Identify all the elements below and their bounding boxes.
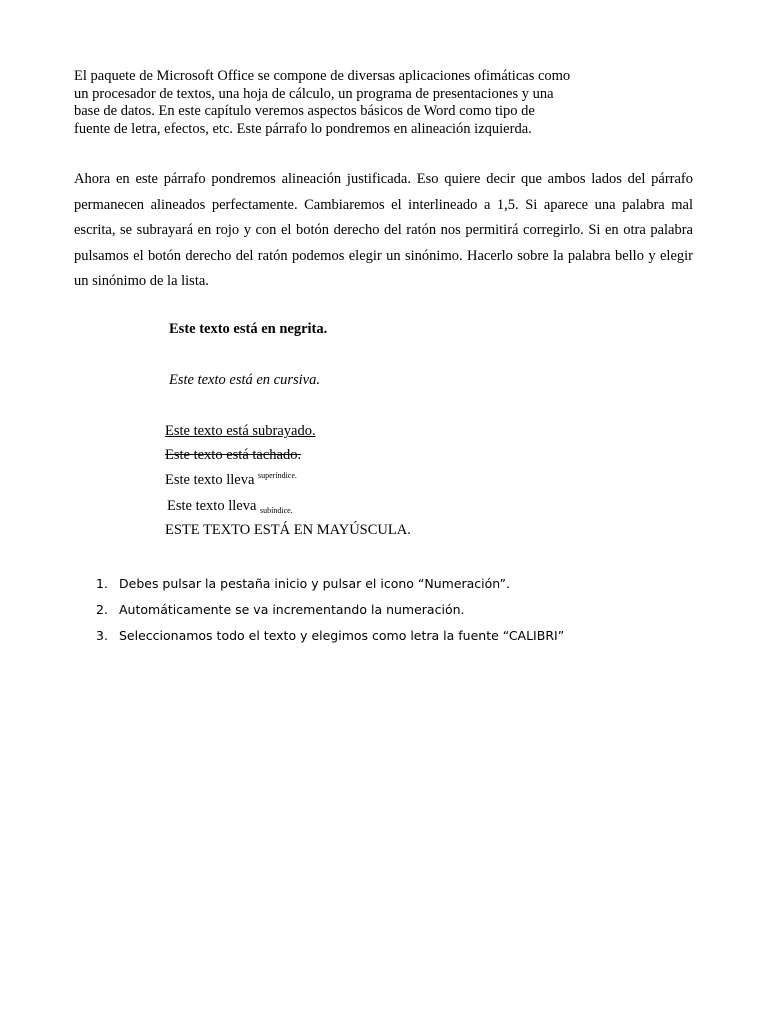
list-number: 1.	[96, 576, 108, 591]
superscript-text: superíndice.	[258, 471, 297, 480]
paragraph-justified: Ahora en este párrafo pondremos alineación justificada. Eso quiere decir que ambos lados del párrafo permanecen alineados perfectamente. Cambiaremos el interlineado a 1,5. Si aparece una palabra mal escrita, se subrayará en rojo y con el botón derecho del ratón nos permitirá corregirlo. Si en otra palabra pulsamos el botón derecho del ratón podemos elegir un sinónimo. Hacerlo sobre la palabra bello y elegir un sinónimo de la lista.	[74, 171, 693, 289]
subscript-text: subíndice.	[260, 506, 293, 515]
superscript-base-text: Este texto lleva	[165, 472, 255, 488]
subscript-base-text: Este texto lleva	[167, 498, 257, 514]
italic-text: Este texto está en cursiva.	[169, 372, 320, 388]
list-item-text: Automáticamente se va incrementando la numeración.	[119, 602, 465, 617]
paragraph-line: base de datos. En este capítulo veremos aspectos básicos de Word como tipo de	[74, 103, 535, 119]
list-number: 3.	[96, 628, 108, 643]
list-item-text: Seleccionamos todo el texto y elegimos como letra la fuente “CALIBRI”	[119, 628, 565, 643]
bold-text: Este texto está en negrita.	[169, 321, 328, 337]
strikethrough-text: Este texto está tachado.	[165, 447, 302, 463]
underlined-text: Este texto está subrayado.	[165, 423, 316, 439]
paragraph-line: fuente de letra, efectos, etc. Este párrafo lo pondremos en alineación izquierda.	[74, 120, 532, 137]
superscript-line	[165, 471, 297, 489]
paragraph-line: un procesador de textos, una hoja de cálculo, un programa de presentaciones y una	[74, 85, 554, 102]
list-item	[96, 571, 564, 597]
subscript-line	[167, 497, 293, 515]
list-item-text: Debes pulsar la pestaña inicio y pulsar el icono “Numeración”.	[119, 576, 510, 591]
list-number: 2.	[96, 602, 108, 617]
numbered-list	[96, 571, 564, 649]
paragraph-line: El paquete de Microsoft Office se compone de diversas aplicaciones ofimáticas como	[74, 68, 571, 84]
list-item	[96, 623, 564, 649]
uppercase-text: ESTE TEXTO ESTÁ EN MAYÚSCULA.	[165, 522, 411, 538]
list-item	[96, 597, 564, 623]
paragraph-left-aligned	[74, 68, 614, 138]
